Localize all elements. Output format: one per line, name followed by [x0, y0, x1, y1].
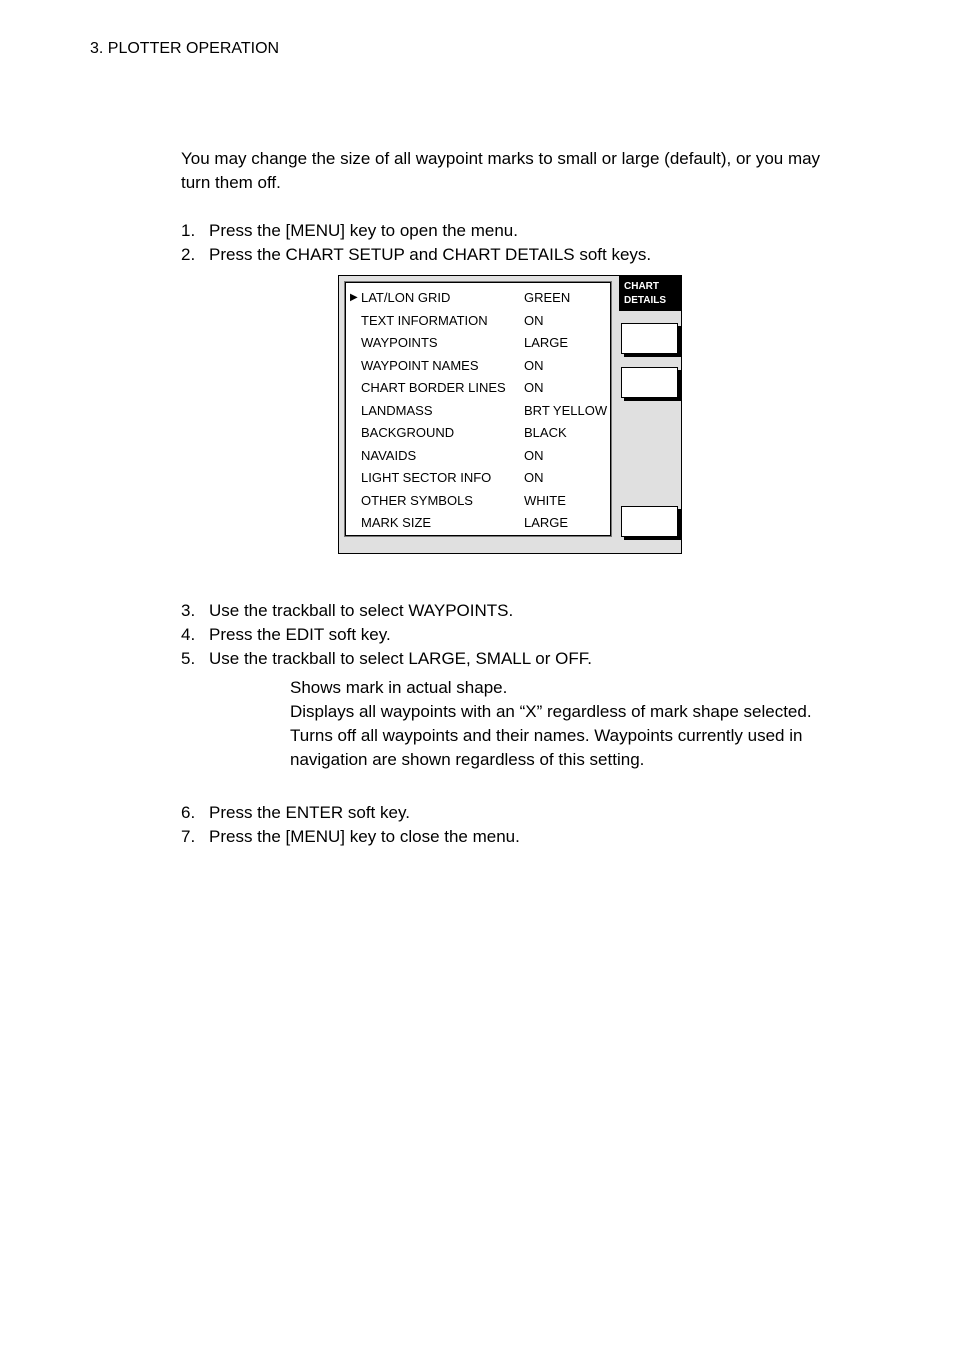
menu-item-label: MARK SIZE [361, 515, 432, 530]
menu-item-label: OTHER SYMBOLS [361, 492, 473, 508]
steps-list-3 [181, 801, 520, 849]
step-item [181, 623, 592, 647]
softkey-3[interactable] [621, 506, 678, 537]
menu-item-value: LARGE [524, 335, 569, 350]
step-number: 6. [181, 803, 196, 822]
menu-item-value: BRT YELLOW [524, 402, 608, 418]
menu-item-value: ON [524, 357, 544, 373]
menu-item-label: NAVAIDS [361, 447, 417, 463]
softkey-1[interactable] [621, 323, 678, 354]
menu-item-value: LARGE [524, 515, 569, 530]
option-note-off: Turns off all waypoints and their names. Waypoints currently used in navigation are shown regardless of this setting. [290, 726, 803, 769]
step-text: Press the [MENU] key to open the menu. [209, 221, 518, 240]
step-text: Press the EDIT soft key. [209, 625, 391, 644]
step-number: 5. [181, 649, 196, 668]
menu-row-text-information[interactable] [346, 310, 610, 332]
softkey-2[interactable] [621, 367, 678, 398]
step-item [181, 647, 592, 671]
menu-item-value: WHITE [524, 492, 566, 508]
menu-item-value: GREEN [524, 290, 571, 305]
step-number: 2. [181, 245, 196, 264]
menu-item-value: ON [524, 312, 544, 328]
option-note-small: Displays all waypoints with an “X” regardless of mark shape selected. [290, 702, 812, 721]
menu-item-value: ON [524, 380, 544, 395]
menu-item-label: TEXT INFORMATION [361, 312, 488, 328]
menu-item-value: ON [524, 447, 544, 463]
chart-details-screen [338, 275, 682, 554]
step-item [181, 825, 520, 849]
menu-item-label: WAYPOINT NAMES [361, 357, 479, 373]
menu-item-label: WAYPOINTS [361, 335, 438, 350]
menu-item-label: LIGHT SECTOR INFO [361, 470, 492, 485]
menu-item-label: CHART BORDER LINES [361, 380, 506, 395]
step-item [181, 219, 651, 243]
softkey-title-text: CHART DETAILS [624, 281, 667, 306]
step-text: Use the trackball to select LARGE, SMALL or OFF. [209, 649, 592, 668]
step-text: Press the [MENU] key to close the menu. [209, 827, 520, 846]
steps-list-2 [181, 599, 592, 671]
step-number: 4. [181, 625, 196, 644]
menu-row-chart-border-lines[interactable] [346, 377, 610, 399]
step-text: Press the ENTER soft key. [209, 803, 410, 822]
menu-row-other-symbols[interactable] [346, 490, 610, 512]
step-item [181, 801, 520, 825]
menu-row-landmass[interactable] [346, 400, 610, 422]
step-number: 3. [181, 601, 196, 620]
step-item [181, 599, 592, 623]
menu-row-mark-size[interactable] [346, 512, 610, 534]
page-header: 3. PLOTTER OPERATION [90, 40, 280, 57]
menu-item-label: LAT/LON GRID [361, 290, 451, 305]
menu-row-light-sector-info[interactable] [346, 467, 610, 489]
step-number: 1. [181, 221, 196, 240]
step-text: Press the CHART SETUP and CHART DETAILS soft keys. [209, 245, 652, 264]
menu-item-value: BLACK [524, 425, 567, 440]
menu-row-navaids[interactable] [346, 445, 610, 467]
steps-list-1 [181, 219, 651, 267]
step-item [181, 243, 651, 267]
menu-item-label: LANDMASS [361, 402, 433, 418]
menu-item-value: ON [524, 470, 544, 485]
menu-row-background[interactable] [346, 422, 610, 444]
selection-arrow-icon: ▶ [350, 292, 358, 303]
menu-row-lat-lon-grid[interactable] [346, 287, 610, 309]
softkey-title [619, 276, 682, 311]
step-number: 7. [181, 827, 196, 846]
menu-row-waypoints[interactable] [346, 332, 610, 354]
option-note-large: Shows mark in actual shape. [290, 678, 508, 697]
intro-paragraph: You may change the size of all waypoint marks to small or large (default), or you may turn them off. [181, 149, 821, 192]
menu-item-label: BACKGROUND [361, 425, 455, 440]
step-text: Use the trackball to select WAYPOINTS. [209, 601, 514, 620]
menu-row-waypoint-names[interactable] [346, 355, 610, 377]
option-notes [290, 676, 835, 772]
chart-details-menu [345, 282, 611, 536]
